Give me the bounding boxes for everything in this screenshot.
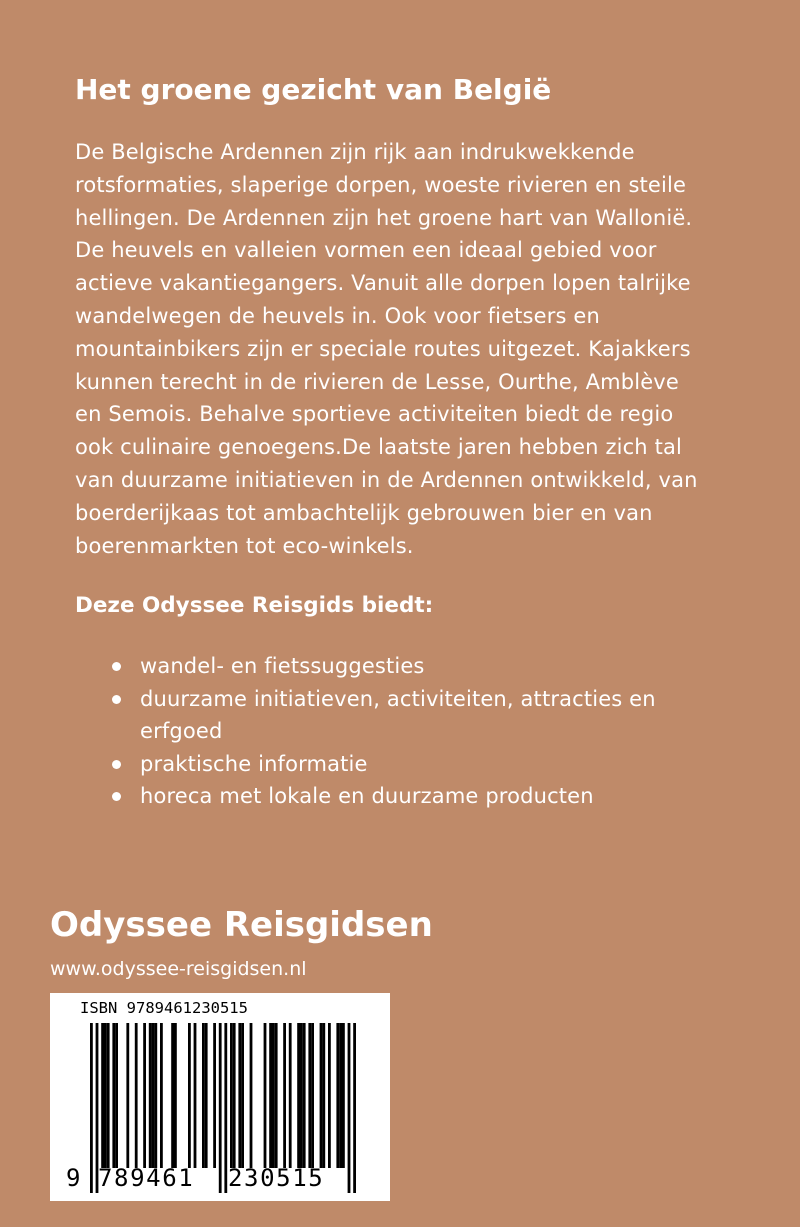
barcode-bar [171, 1023, 174, 1168]
intro-line: mountainbikers zijn er speciale routes uitgezet. Kajakkers [75, 336, 691, 361]
barcode-bar [308, 1023, 311, 1168]
barcode-bar [339, 1023, 342, 1168]
bullet-icon [112, 760, 121, 769]
list-item [112, 650, 656, 683]
barcode-bar [300, 1023, 303, 1168]
barcode-bar [143, 1023, 146, 1168]
barcode-guard-bar [224, 1023, 227, 1193]
publisher-name: Odyssee Reisgidsen [50, 905, 433, 945]
list-item [112, 683, 656, 748]
list-item-text: horeca met lokale en duurzame producten [140, 784, 594, 808]
barcode-bar [303, 1023, 306, 1168]
barcode-bar [205, 1023, 208, 1168]
intro-line: van duurzame initiatieven in de Ardennen ontwikkeld, van [75, 467, 698, 492]
barcode-bar [283, 1023, 286, 1168]
barcode-bar [115, 1023, 118, 1168]
intro-line: actieve vakantiegangers. Vanuit alle dorpen lopen talrijke [75, 271, 691, 296]
barcode-bar [269, 1023, 272, 1168]
barcode-bar [202, 1023, 205, 1168]
barcode-bar [322, 1023, 325, 1168]
barcode-left-digits: 789461 [98, 1164, 195, 1192]
barcode-right-digits: 230515 [228, 1164, 325, 1192]
barcode-bar [104, 1023, 107, 1168]
barcode-guard-bar [348, 1023, 351, 1193]
barcode-bar [152, 1023, 155, 1168]
barcode-bar [320, 1023, 323, 1168]
barcode-bar [241, 1023, 244, 1168]
barcode-bar [154, 1023, 157, 1168]
intro-line: De heuvels en valleien vormen een ideaal gebied voor [75, 238, 657, 263]
barcode-bar [101, 1023, 104, 1168]
intro-line: De Belgische Ardennen zijn rijk aan indrukwekkende [75, 140, 635, 164]
barcode-bar [213, 1023, 216, 1168]
list-item [112, 748, 656, 781]
barcode-bar [336, 1023, 339, 1168]
barcode-bar [342, 1023, 345, 1168]
publisher-website: www.odyssee-reisgidsen.nl [50, 958, 307, 980]
barcode-bar [328, 1023, 331, 1168]
features-heading: Deze Odyssee Reisgids biedt: [75, 593, 434, 618]
barcode-bar [311, 1023, 314, 1168]
barcode-bar [250, 1023, 253, 1168]
list-item-text: erfgoed [140, 719, 223, 743]
barcode-bar [275, 1023, 278, 1168]
barcode-bar [289, 1023, 292, 1168]
intro-line: hellingen. De Ardennen zijn het groene hart van Wallonië. [75, 205, 693, 230]
intro-paragraph [75, 136, 740, 562]
barcode-bar [112, 1023, 115, 1168]
barcode-bar [297, 1023, 300, 1168]
barcode-bar [264, 1023, 267, 1168]
barcode-guard-bar [353, 1023, 356, 1193]
barcode-bar [272, 1023, 275, 1168]
isbn-number: ISBN 9789461230515 [80, 999, 248, 1017]
bullet-icon [112, 792, 121, 801]
barcode-bar [194, 1023, 197, 1168]
barcode-bar [149, 1023, 152, 1168]
list-item-text: praktische informatie [140, 751, 368, 776]
features-list [112, 650, 656, 813]
bullet-icon [112, 662, 121, 671]
barcode-first-digit: 9 [66, 1164, 81, 1192]
list-item-text: wandel- en fietssuggesties [140, 654, 425, 678]
barcode-bar [126, 1023, 129, 1168]
barcode-bar [188, 1023, 191, 1168]
barcode-bar [174, 1023, 177, 1168]
intro-line: boerderijkaas tot ambachtelijk gebrouwen bier en van [75, 500, 653, 525]
barcode-guard-bar [90, 1023, 93, 1193]
intro-line: kunnen terecht in de rivieren de Lesse, Ourthe, Amblève [75, 369, 679, 394]
intro-line: wandelwegen de heuvels in. Ook voor fietsers en [75, 303, 600, 328]
intro-line: rotsformaties, slaperige dorpen, woeste rivieren en steile [75, 172, 687, 197]
barcode-bar [107, 1023, 110, 1168]
bullet-icon [112, 695, 121, 704]
barcode-bar [233, 1023, 236, 1168]
barcode-bar [238, 1023, 241, 1168]
barcode-bar [135, 1023, 138, 1168]
intro-line: en Semois. Behalve sportieve activiteiten biedt de regio [75, 402, 674, 427]
barcode-guard-bar [219, 1023, 222, 1193]
cover-heading: Het groene gezicht van België [75, 73, 552, 106]
list-item-text: duurzame initiatieven, activiteiten, attracties en [140, 686, 656, 711]
list-item [112, 780, 656, 813]
barcode-bar [230, 1023, 233, 1168]
intro-line: ook culinaire genoegens.De laatste jaren hebben zich tal [75, 435, 682, 460]
barcode-bar [160, 1023, 163, 1168]
intro-line: boerenmarkten tot eco-winkels. [75, 533, 414, 558]
